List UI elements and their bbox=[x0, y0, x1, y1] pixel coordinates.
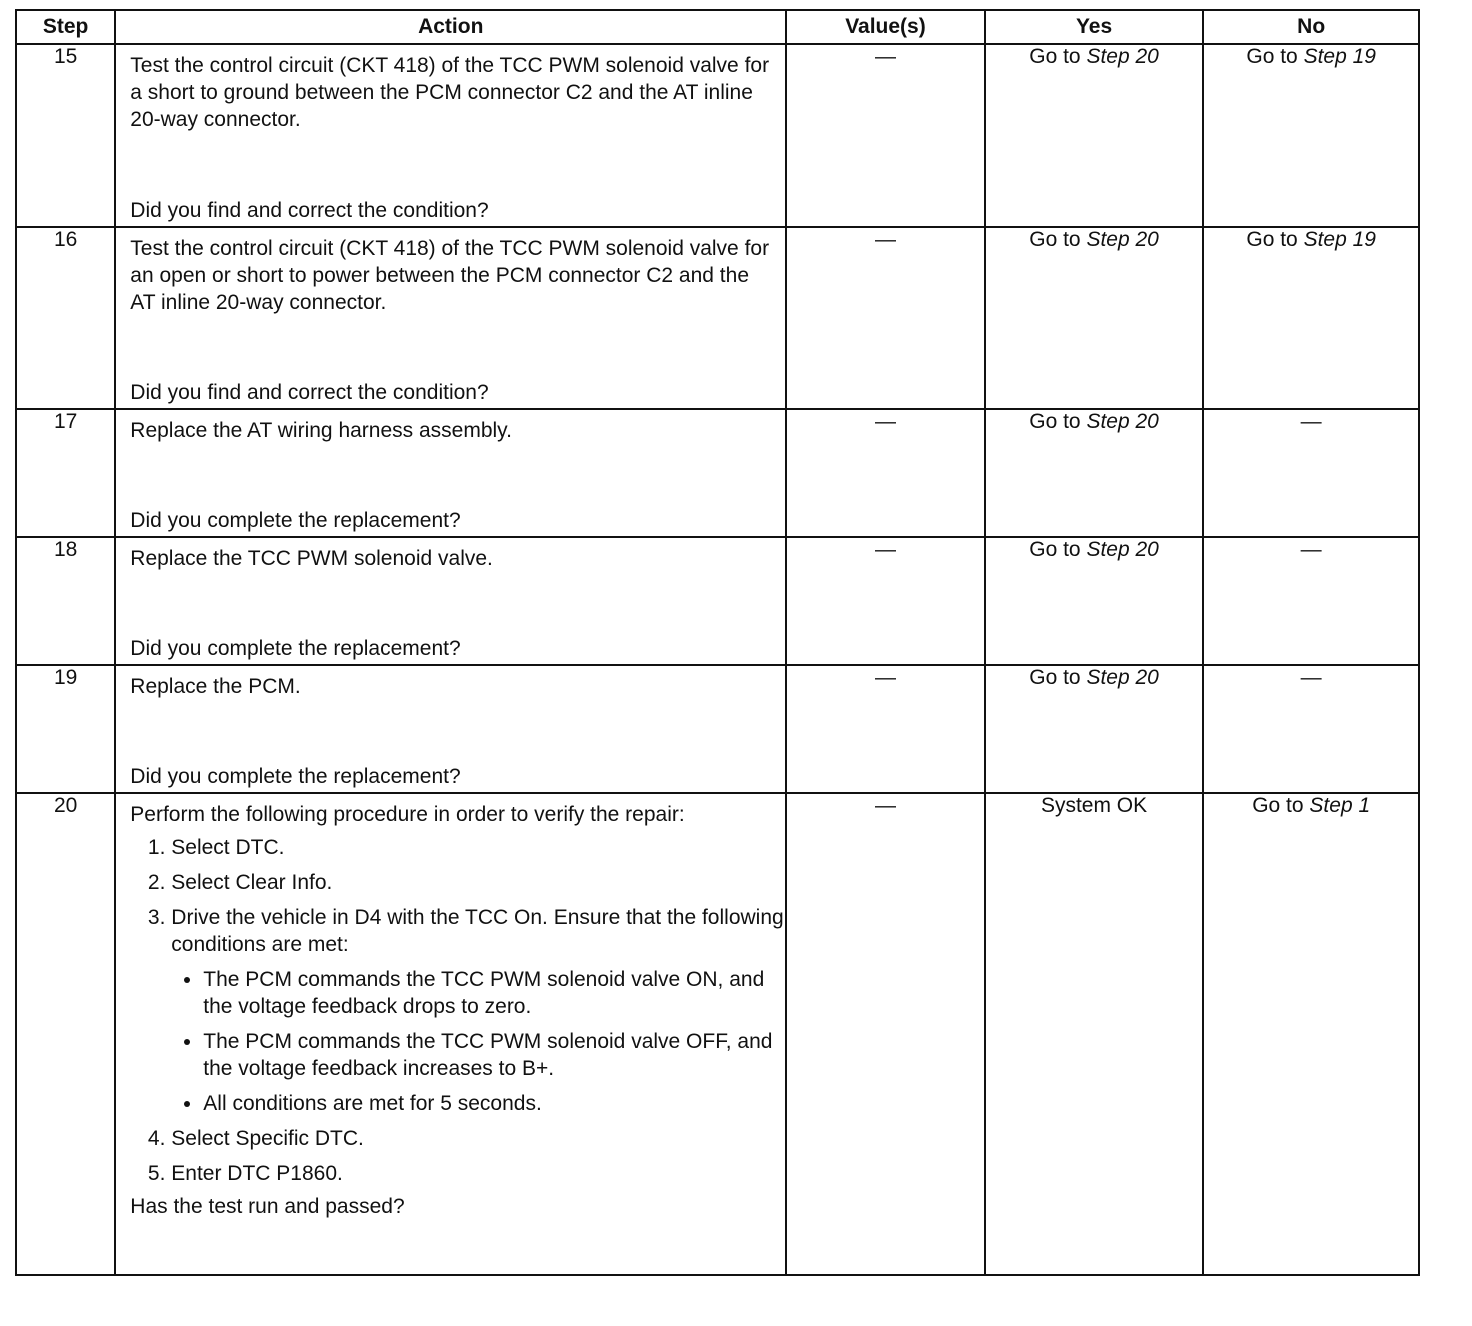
no-prefix: Go to bbox=[1246, 228, 1298, 251]
table-row bbox=[16, 44, 1419, 227]
yes-prefix: Go to bbox=[1029, 410, 1081, 433]
step-number: 20 bbox=[16, 793, 115, 1275]
action-cell bbox=[115, 227, 786, 409]
step-number: 15 bbox=[16, 44, 115, 227]
dash: — bbox=[874, 228, 896, 251]
no-prefix: Go to bbox=[1252, 794, 1304, 817]
action-question: Did you complete the replacement? bbox=[130, 509, 461, 532]
no-target-link[interactable]: Step 19 bbox=[1303, 228, 1376, 251]
yes-target-link[interactable]: Step 20 bbox=[1086, 666, 1159, 689]
action-text: Replace the TCC PWM solenoid valve. bbox=[130, 547, 493, 570]
no-cell bbox=[1203, 793, 1419, 1275]
dash: — bbox=[874, 794, 896, 817]
yes-target-link[interactable]: Step 20 bbox=[1086, 45, 1159, 68]
yes-target-link[interactable]: Step 20 bbox=[1086, 410, 1159, 433]
procedure-step: 2. Select Clear Info. bbox=[171, 869, 785, 896]
action-text: Replace the AT wiring harness assembly. bbox=[130, 419, 512, 442]
value-cell bbox=[786, 227, 985, 409]
dash: — bbox=[1300, 666, 1322, 689]
no-prefix: Go to bbox=[1246, 45, 1298, 68]
no-cell bbox=[1203, 409, 1419, 537]
no-cell bbox=[1203, 537, 1419, 665]
dash: — bbox=[874, 666, 896, 689]
yes-cell bbox=[985, 537, 1204, 665]
procedure-step-text: Drive the vehicle in D4 with the TCC On. Ensure that the following conditions are met: bbox=[171, 906, 784, 956]
condition-item: • All conditions are met for 5 seconds. bbox=[203, 1090, 785, 1117]
action-text: Test the control circuit (CKT 418) of the TCC PWM solenoid valve for a short to ground between the PCM connector C2 and the AT inline 20-way connector. bbox=[130, 54, 770, 131]
header-yes: Yes bbox=[985, 10, 1204, 44]
action-question: Did you find and correct the condition? bbox=[130, 199, 489, 222]
dash: — bbox=[874, 538, 896, 561]
dash: — bbox=[874, 45, 896, 68]
no-target-link[interactable]: Step 19 bbox=[1303, 45, 1376, 68]
step-number: 16 bbox=[16, 227, 115, 409]
yes-target-link[interactable]: Step 20 bbox=[1086, 538, 1159, 561]
dash: — bbox=[1300, 538, 1322, 561]
yes-cell bbox=[985, 227, 1204, 409]
yes-cell bbox=[985, 409, 1204, 537]
value-cell bbox=[786, 409, 985, 537]
yes-prefix: Go to bbox=[1029, 538, 1081, 561]
action-question: Did you complete the replacement? bbox=[130, 637, 461, 660]
action-question: Did you complete the replacement? bbox=[130, 765, 461, 788]
action-cell bbox=[115, 409, 786, 537]
yes-cell bbox=[985, 665, 1204, 793]
no-target-link[interactable]: Step 1 bbox=[1309, 794, 1371, 817]
condition-item: • The PCM commands the TCC PWM solenoid valve OFF, and the voltage feedback increases to B+. bbox=[203, 1028, 785, 1082]
header-values: Value(s) bbox=[786, 10, 985, 44]
yes-cell bbox=[985, 44, 1204, 227]
condition-item: • The PCM commands the TCC PWM solenoid valve ON, and the voltage feedback drops to zero. bbox=[203, 966, 785, 1020]
procedure-step: 4. Select Specific DTC. bbox=[171, 1125, 785, 1152]
no-cell bbox=[1203, 44, 1419, 227]
procedure-step: 1. Select DTC. bbox=[171, 834, 785, 861]
action-cell bbox=[115, 44, 786, 227]
value-cell bbox=[786, 537, 985, 665]
yes-prefix: Go to bbox=[1029, 228, 1081, 251]
yes-result: System OK bbox=[1040, 794, 1148, 817]
action-cell bbox=[115, 537, 786, 665]
yes-target-link[interactable]: Step 20 bbox=[1086, 228, 1159, 251]
value-cell bbox=[786, 44, 985, 227]
step-number: 17 bbox=[16, 409, 115, 537]
condition-list bbox=[171, 966, 785, 1117]
header-step: Step bbox=[16, 10, 115, 44]
action-text: Replace the PCM. bbox=[130, 675, 301, 698]
yes-prefix: Go to bbox=[1029, 666, 1081, 689]
action-cell bbox=[115, 665, 786, 793]
yes-cell bbox=[985, 793, 1204, 1275]
action-cell bbox=[115, 793, 786, 1275]
table-row bbox=[16, 793, 1419, 1275]
action-intro: Perform the following procedure in order to verify the repair: bbox=[130, 803, 685, 826]
action-text: Test the control circuit (CKT 418) of the TCC PWM solenoid valve for an open or short to power between the PCM connector C2 and the AT inline 20-way connector. bbox=[130, 237, 770, 314]
action-question: Has the test run and passed? bbox=[130, 1195, 405, 1218]
action-question: Did you find and correct the condition? bbox=[130, 381, 489, 404]
step-number: 19 bbox=[16, 665, 115, 793]
yes-prefix: Go to bbox=[1029, 45, 1081, 68]
header-action: Action bbox=[115, 10, 786, 44]
step-number: 18 bbox=[16, 537, 115, 665]
procedure-list bbox=[116, 834, 785, 1187]
no-cell bbox=[1203, 665, 1419, 793]
table-row bbox=[16, 665, 1419, 793]
diagnostic-table bbox=[15, 9, 1420, 1276]
dash: — bbox=[1300, 410, 1322, 433]
header-row bbox=[16, 10, 1419, 44]
header-no: No bbox=[1203, 10, 1419, 44]
dash: — bbox=[874, 410, 896, 433]
procedure-step: 5. Enter DTC P1860. bbox=[171, 1160, 785, 1187]
table-row bbox=[16, 409, 1419, 537]
table-row bbox=[16, 227, 1419, 409]
no-cell bbox=[1203, 227, 1419, 409]
value-cell bbox=[786, 665, 985, 793]
value-cell bbox=[786, 793, 985, 1275]
table-row bbox=[16, 537, 1419, 665]
procedure-step bbox=[171, 904, 785, 1117]
